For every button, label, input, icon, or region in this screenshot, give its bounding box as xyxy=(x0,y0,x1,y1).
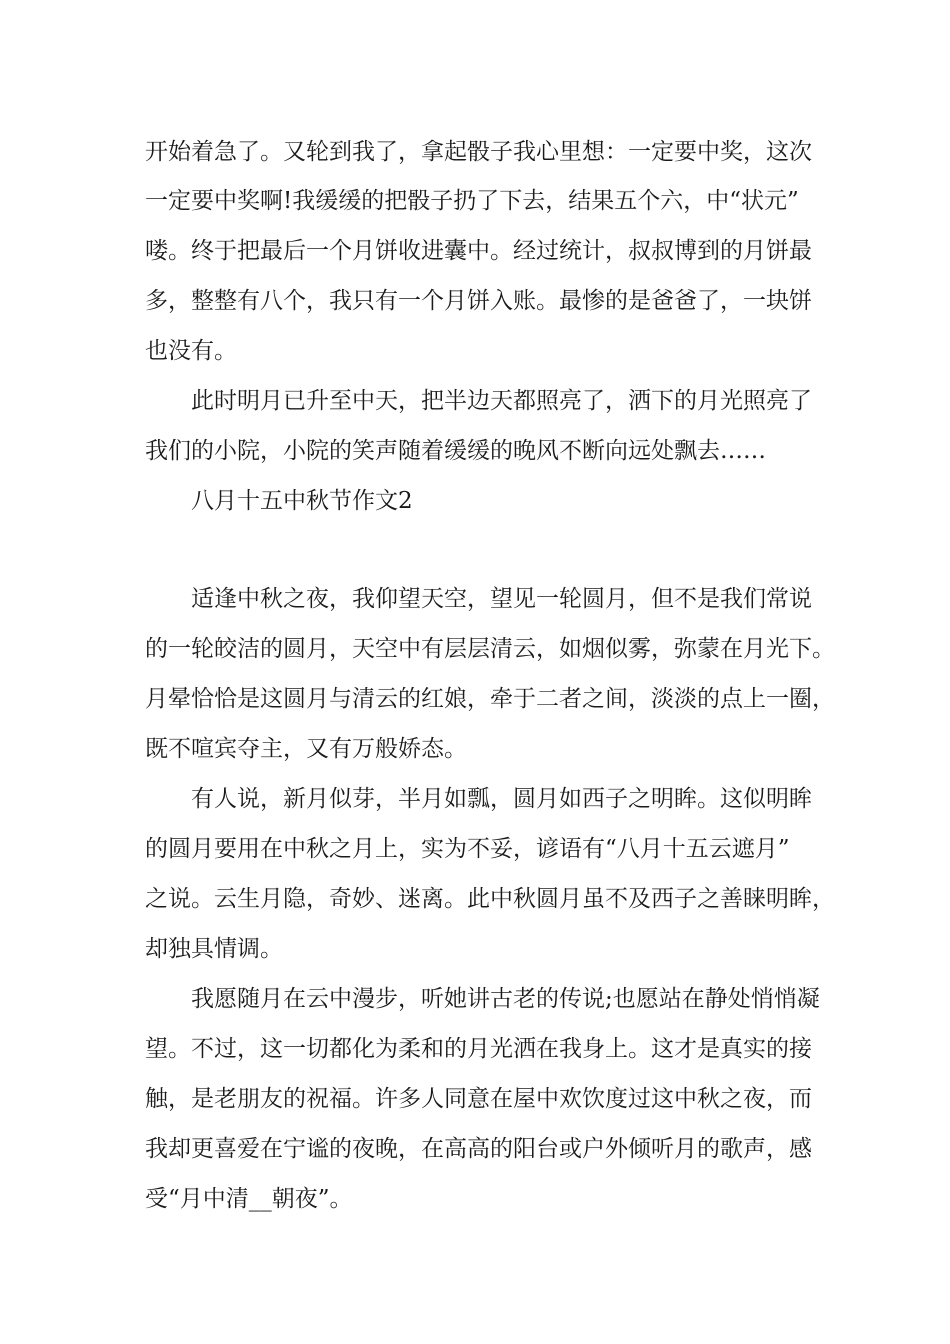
text-line: 既不喧宾夺主，又有万般娇态。 xyxy=(145,736,467,762)
text-line: 却独具情调。 xyxy=(145,936,283,962)
text-line: 之说。云生月隐，奇妙、迷离。此中秋圆月虽不及西子之善睐明眸， xyxy=(145,886,835,912)
text-line: 也没有。 xyxy=(145,338,237,364)
text-line: 受“月中清__朝夜”。 xyxy=(145,1186,353,1212)
text-line: 的一轮皎洁的圆月，天空中有层层清云，如烟似雾，弥蒙在月光下。 xyxy=(145,636,835,662)
text-line: 开始着急了。又轮到我了，拿起骰子我心里想：一定要中奖，这次 xyxy=(145,139,812,165)
text-line: 的圆月要用在中秋之月上，实为不妥，谚语有“八月十五云遮月” xyxy=(145,836,790,862)
text-line: 多，整整有八个，我只有一个月饼入账。最惨的是爸爸了，一块饼 xyxy=(145,288,812,314)
text-line: 一定要中奖啊!我缓缓的把骰子扔了下去，结果五个六，中“状元” xyxy=(145,188,799,214)
text-line: 我愿随月在云中漫步，听她讲古老的传说;也愿站在静处悄悄凝 xyxy=(191,986,820,1012)
text-line: 此时明月已升至中天，把半边天都照亮了，洒下的月光照亮了 xyxy=(191,388,812,414)
text-line: 我却更喜爱在宁谧的夜晚，在高高的阳台或户外倾听月的歌声，感 xyxy=(145,1136,812,1162)
text-line: 有人说，新月似芽，半月如瓢，圆月如西子之明眸。这似明眸 xyxy=(191,786,812,812)
text-line: 适逢中秋之夜，我仰望天空，望见一轮圆月，但不是我们常说 xyxy=(191,586,812,612)
text-line: 月晕恰恰是这圆月与清云的红娘，牵于二者之间，淡淡的点上一圈， xyxy=(145,686,835,712)
text-line: 喽。终于把最后一个月饼收进囊中。经过统计，叔叔博到的月饼最 xyxy=(145,238,812,264)
section-title: 八月十五中秋节作文2 xyxy=(191,488,413,514)
text-line: 我们的小院，小院的笑声随着缓缓的晚风不断向远处飘去…… xyxy=(145,438,766,464)
text-line: 触，是老朋友的祝福。许多人同意在屋中欢饮度过这中秋之夜，而 xyxy=(145,1086,812,1112)
text-line: 望。不过，这一切都化为柔和的月光洒在我身上。这才是真实的接 xyxy=(145,1036,812,1062)
